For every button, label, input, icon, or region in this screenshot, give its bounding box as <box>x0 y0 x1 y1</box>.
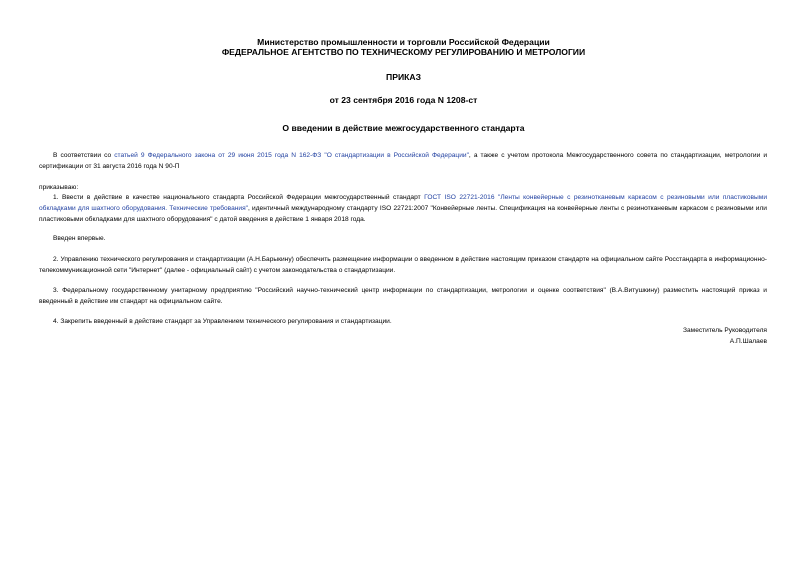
first-introduced-note: Введен впервые. <box>53 235 106 242</box>
item-1-paragraph <box>39 192 767 225</box>
agency-name: ФЕДЕРАЛЬНОЕ АГЕНТСТВО ПО ТЕХНИЧЕСКОМУ РЕГУЛИРОВАНИЮ И МЕТРОЛОГИИ <box>221 47 586 57</box>
intro-text-after: , а также с учетом протокола Межгосударственного совета по стандартизации, метрологии и сертификации от 31 августа 2016 года N 90-П <box>39 152 767 170</box>
intro-paragraph <box>39 150 767 172</box>
item-4-paragraph: 4. Закрепить введенный в действие стандарт за Управлением технического регулирования и стандартизации. <box>53 318 392 325</box>
item-1-text-after: , идентичный международному стандарту ISO 22721:2007 "Конвейерные ленты. Спецификация на конвейерные ленты с резинотканевым каркасом с резиновыми или пластиковыми обкладками для шахтного оборудования" с датой введения в действие 1 января 2018 года. <box>39 205 767 223</box>
item-2-paragraph: 2. Управлению технического регулирования и стандартизации (А.Н.Барыкину) обеспечить размещение информации о введенном в действие настоящим приказом стандарте на официальном сайте Росстандарта в информационно-телекоммуникационной сети "Интернет" (далее - официальный сайт) с учетом законодательства о стандартизации. <box>39 256 767 274</box>
ministry-name: Министерство промышленности и торговли Российской Федерации <box>257 37 550 47</box>
order-subject: О введении в действие межгосударственного стандарта <box>282 123 525 133</box>
signatory-title: Заместитель Руководителя <box>683 327 767 334</box>
intro-text-before: В соответствии со <box>53 152 115 159</box>
order-title: ПРИКАЗ <box>386 72 421 82</box>
item-1-text-before: 1. Ввести в действие в качестве национального стандарта Российской Федерации межгосударственный стандарт <box>53 194 425 201</box>
order-date: от 23 сентября 2016 года N 1208-ст <box>329 95 478 105</box>
decree-word: приказываю: <box>39 184 79 191</box>
federal-law-link[interactable]: статьей 9 Федерального закона от 29 июня 2015 года N 162-ФЗ "О стандартизации в Российской Федерации" <box>114 152 469 159</box>
item-3-paragraph: 3. Федеральному государственному унитарному предприятию "Российский научно-технический центр информации по стандартизации, метрологии и оценке соответствия" (В.А.Витушкину) разместить настоящий приказ и введенный в действие им стандарт на официальном сайте. <box>39 287 767 305</box>
gost-standard-link[interactable]: ГОСТ ISO 22721-2016 "Ленты конвейерные с резинотканевым каркасом с резиновыми или пластиковыми обкладками для шахтного оборудования. Технические требования" <box>39 194 768 212</box>
signatory-name: А.П.Шалаев <box>729 338 767 345</box>
